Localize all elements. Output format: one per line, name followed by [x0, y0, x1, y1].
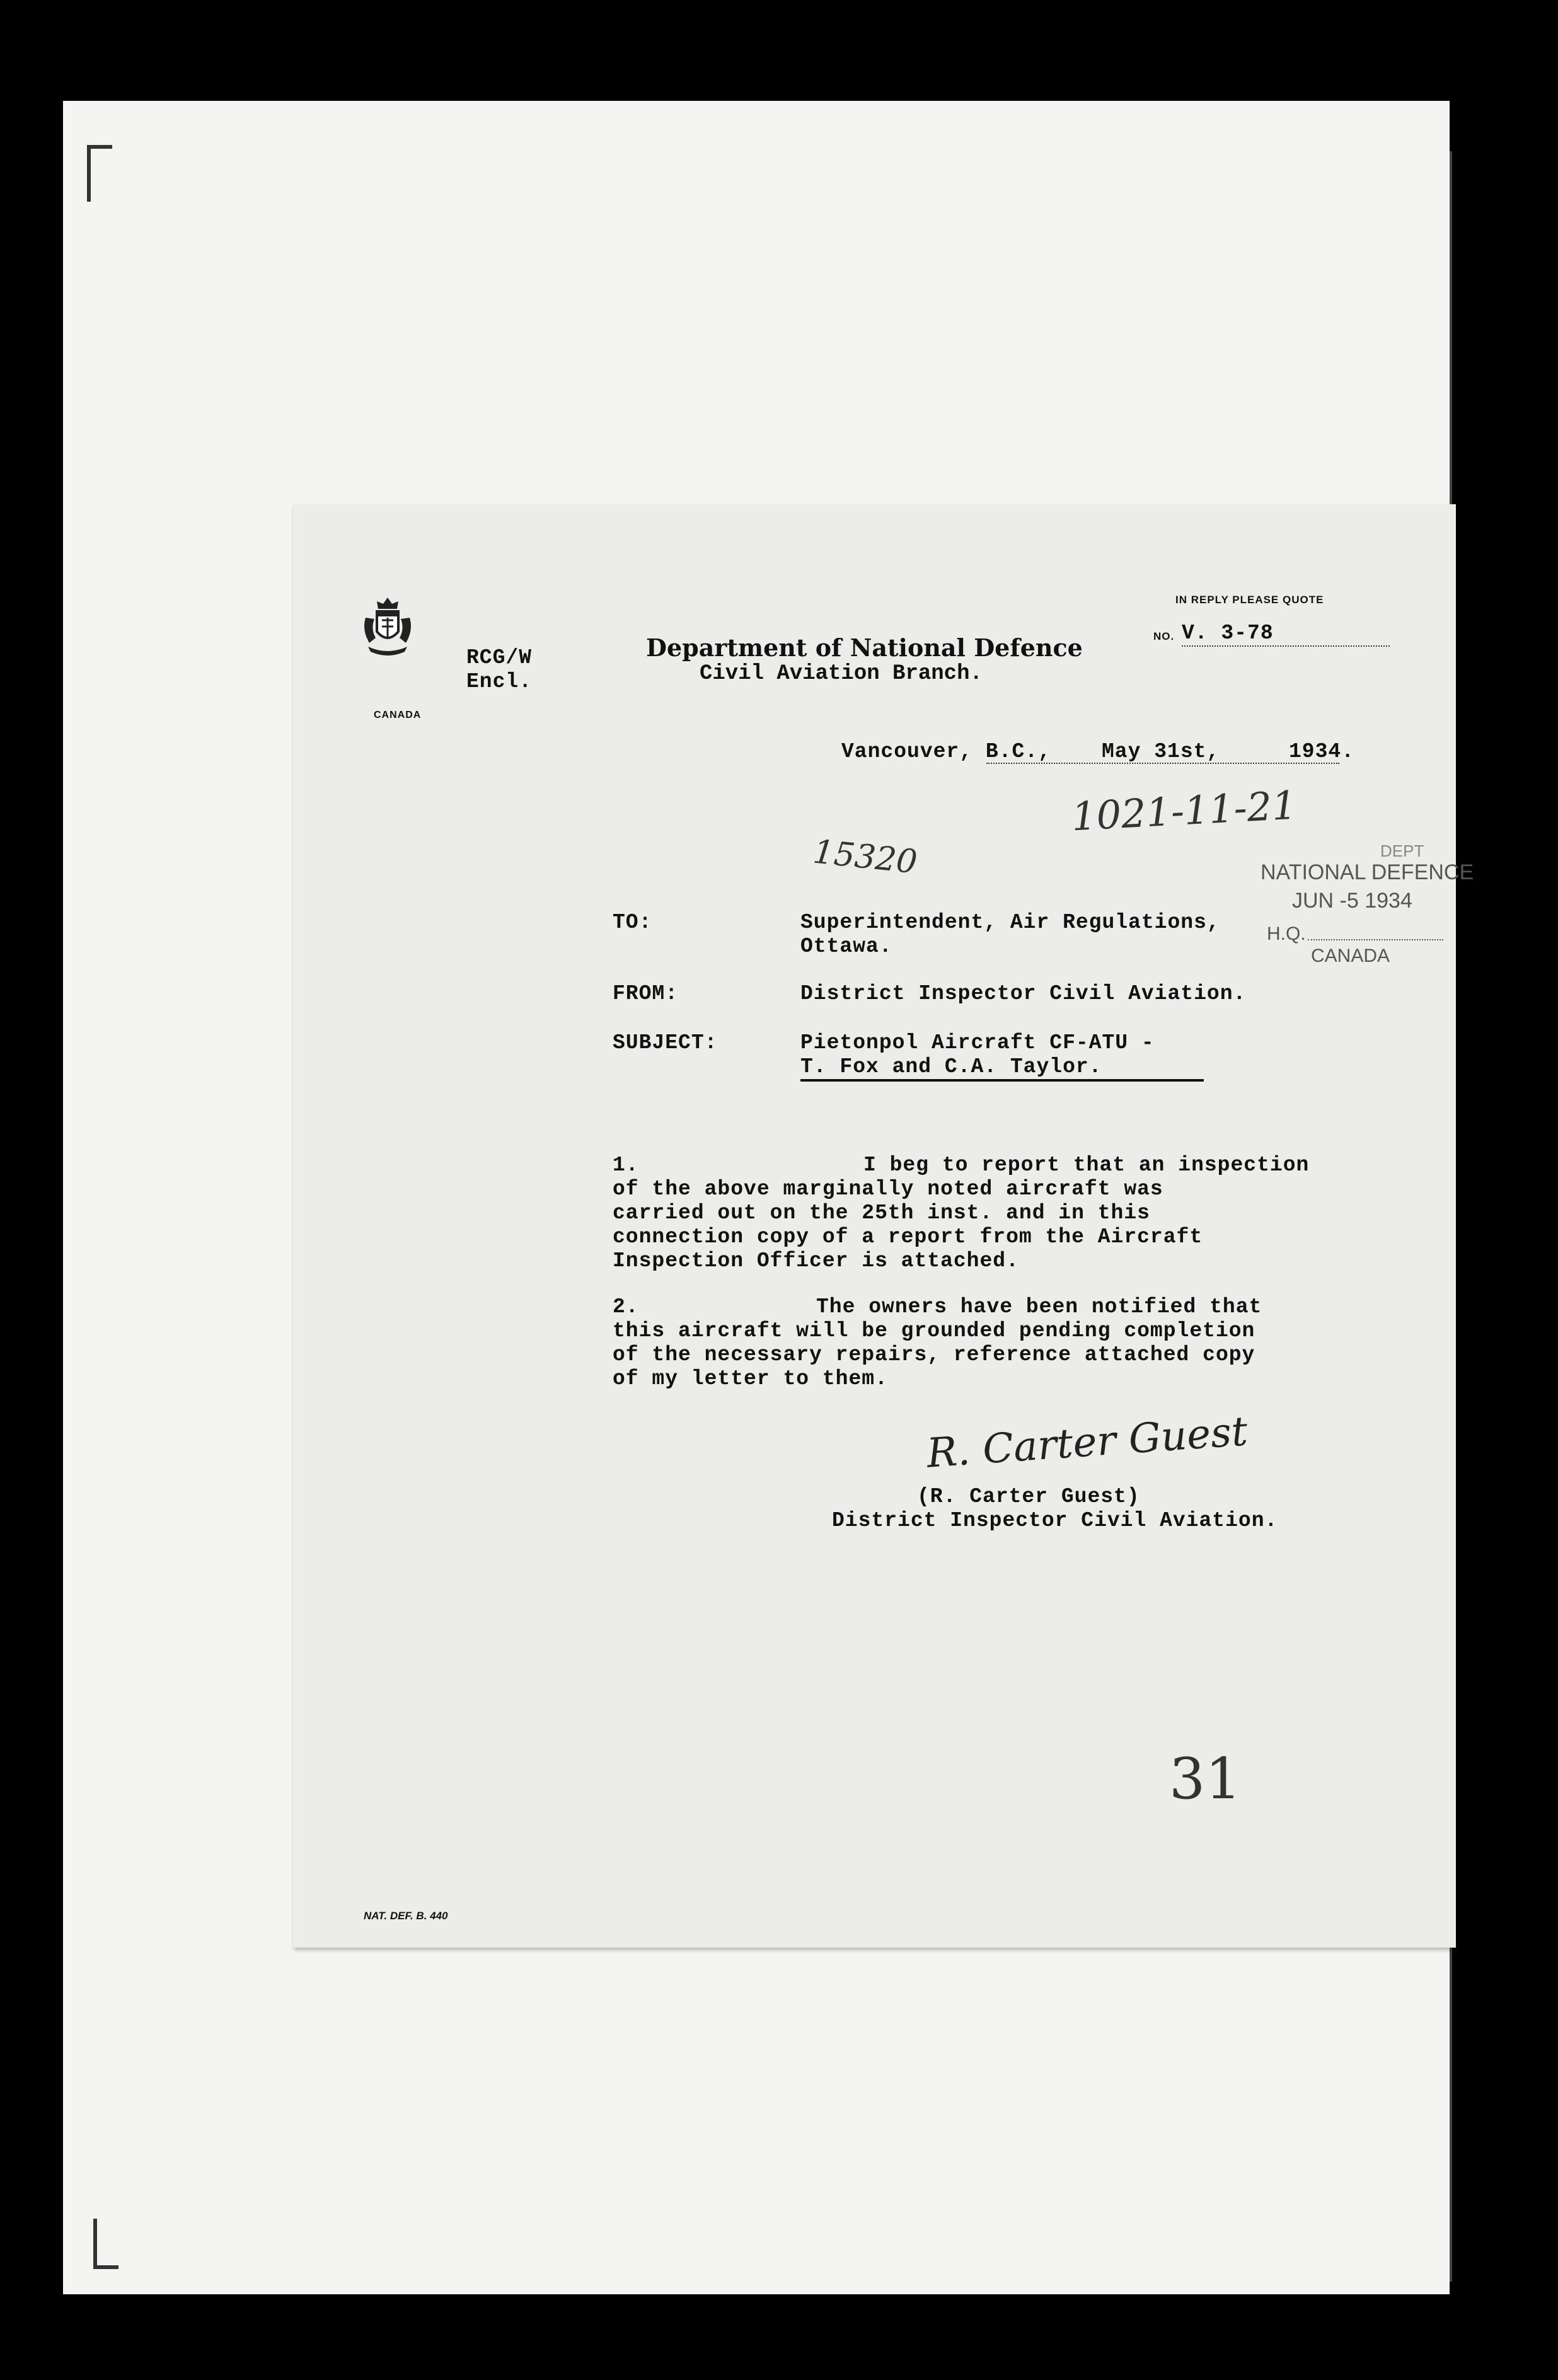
- handwritten-page-number: 31: [1169, 1746, 1242, 1812]
- paragraph-1-line-4: connection copy of a report from the Aircraft: [613, 1225, 1203, 1249]
- subject-label: SUBJECT:: [613, 1031, 718, 1054]
- department-title: Department of National Defence: [646, 633, 1083, 662]
- coat-of-arms-icon: [359, 592, 416, 662]
- crop-mark-bottom-left-h: [93, 2265, 118, 2269]
- crop-mark-bottom-left: [93, 2219, 97, 2269]
- signature-typed-name: (R. Carter Guest): [917, 1485, 1140, 1508]
- handwritten-file-number: 1021-11-21: [1070, 782, 1298, 840]
- initials: RCG/W: [466, 646, 533, 669]
- stamp-national-defence: NATIONAL DEFENCE: [1261, 860, 1474, 884]
- to-label: TO:: [613, 911, 652, 934]
- date-dotted-line: [986, 763, 1339, 764]
- paragraph-2-line-1: The owners have been notified that: [816, 1295, 1262, 1319]
- to-line-2: Ottawa.: [800, 935, 892, 958]
- crest-label: CANADA: [374, 710, 422, 720]
- from-value: District Inspector Civil Aviation.: [800, 982, 1247, 1005]
- reply-no-value: V. 3-78: [1182, 621, 1390, 647]
- form-code: NAT. DEF. B. 440: [364, 1910, 448, 1922]
- to-line-1: Superintendent, Air Regulations,: [800, 911, 1220, 934]
- signature-title: District Inspector Civil Aviation.: [832, 1509, 1278, 1532]
- handwritten-signature: R. Carter Guest: [925, 1408, 1249, 1477]
- crop-mark-top-left-h: [87, 145, 112, 149]
- branch-title: Civil Aviation Branch.: [700, 662, 983, 686]
- paragraph-1-line-1: I beg to report that an inspection: [863, 1153, 1310, 1177]
- from-label: FROM:: [613, 982, 679, 1005]
- stamp-hq: H.Q.: [1267, 923, 1306, 944]
- paragraph-1-line-2: of the above marginally noted aircraft was: [613, 1177, 1163, 1201]
- date: May 31st,: [1102, 740, 1220, 763]
- paragraph-1-number: 1.: [613, 1153, 639, 1177]
- paragraph-2-number: 2.: [613, 1295, 639, 1319]
- enclosure-note: Encl.: [466, 670, 533, 693]
- place: Vancouver, B.C.,: [841, 740, 1051, 763]
- year: 1934.: [1289, 740, 1355, 763]
- paragraph-1-line-3: carried out on the 25th inst. and in this: [613, 1201, 1150, 1225]
- reply-no-label: NO.: [1153, 630, 1175, 642]
- subject-underline: [800, 1079, 1204, 1082]
- paragraph-2-line-4: of my letter to them.: [613, 1367, 888, 1390]
- stamp-dotted-line: [1308, 939, 1443, 940]
- subject-line-1: Pietonpol Aircraft CF-ATU -: [800, 1031, 1155, 1054]
- paragraph-2-line-3: of the necessary repairs, reference attached copy: [613, 1343, 1255, 1366]
- crop-mark-top-left: [87, 145, 91, 202]
- stamp-country: CANADA: [1311, 945, 1390, 966]
- stamp-date: JUN -5 1934: [1292, 889, 1412, 913]
- letter-sheet: [293, 504, 1474, 1948]
- paragraph-2-line-2: this aircraft will be grounded pending completion: [613, 1319, 1255, 1343]
- paragraph-1-line-5: Inspection Officer is attached.: [613, 1249, 1019, 1273]
- handwritten-reference-number: 15320: [811, 833, 920, 882]
- reply-quote-label: IN REPLY PLEASE QUOTE: [1175, 594, 1324, 606]
- stamp-dept: DEPT: [1380, 841, 1424, 860]
- subject-line-2: T. Fox and C.A. Taylor.: [800, 1055, 1102, 1078]
